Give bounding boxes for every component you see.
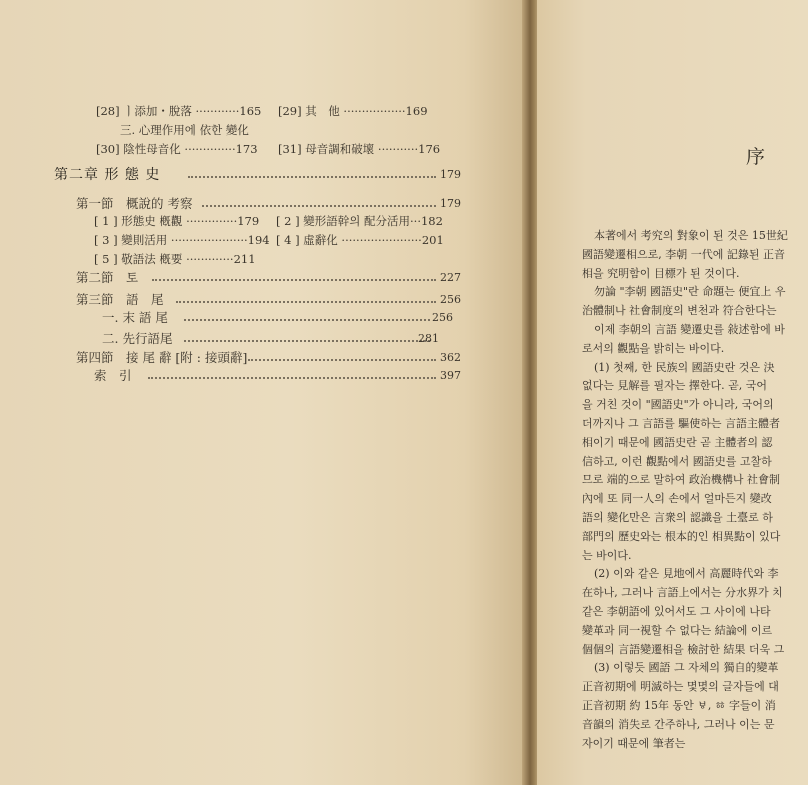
toc-sub-4: [ 4 ] 虛辭化 ······················201 (276, 233, 444, 247)
preface-line: 正音初期 約 15年 동안 ㅸ, ㆅ 字들이 消 (582, 698, 776, 712)
toc-leader (184, 319, 430, 321)
preface-line: 므로 端的으로 말하여 政治機構나 社會制 (582, 473, 780, 487)
toc-page-number: 281 (418, 332, 439, 345)
toc-subsection-final-ending: 一. 末 語 尾 (102, 310, 168, 325)
preface-line: 信하고, 이런 觀點에서 國語史를 고찰하 (582, 454, 772, 468)
toc-entry-29: [29] 其 他 ·················169 (278, 104, 428, 118)
toc-leader (176, 301, 436, 303)
toc-subsection-prefinal-ending: 二. 先行語尾 (102, 331, 173, 346)
preface-line: 內에 또 同一人의 손에서 얼마든지 變改 (582, 492, 772, 506)
toc-page-number: 179 (440, 197, 461, 210)
preface-body (582, 227, 808, 753)
preface-line: 는 바이다. (582, 548, 632, 562)
toc-index: 索 引 (94, 368, 132, 383)
preface-line: 正音初期에 明滅하는 몇몇의 글자들에 대 (582, 680, 779, 694)
preface-line: (3) 이렇듯 國語 그 자체의 獨自的變革 (594, 661, 779, 675)
preface-line: 자이기 때문에 筆者는 (582, 736, 686, 750)
toc-page-number: 362 (440, 351, 461, 364)
preface-line: 勿論 "李朝 國語史"란 命題는 便宜上 우 (594, 285, 786, 299)
preface-line: 部門의 歷史와는 根本的인 相異點이 있다 (582, 529, 781, 543)
toc-entry-31: [31] 母音調和破壞 ···········176 (278, 142, 441, 156)
preface-line: 相이기 때문에 國語史란 곧 主體者의 認 (582, 435, 773, 449)
preface-heading: 序 (746, 146, 766, 168)
preface-line: 個個의 言語變遷相을 檢討한 結果 더욱 그 (582, 642, 785, 656)
preface-line: 本著에서 考究의 對象이 된 것은 15世紀 (594, 229, 788, 242)
toc-sub-3: [ 3 ] 變則活用 ·····················194 (94, 233, 270, 247)
toc-leader (188, 176, 436, 178)
toc-section-2: 第二節 토 (76, 270, 139, 285)
preface-line: 없다는 見解를 필자는 擇한다. 곧, 국어 (582, 379, 767, 393)
toc-page-number: 179 (440, 168, 461, 181)
toc-leader (248, 359, 436, 361)
toc-page-number: 397 (440, 369, 461, 382)
preface-line: 在하나, 그러나 言語上에서는 分水界가 치 (582, 586, 783, 600)
preface-line: 같은 李朝語에 있어서도 그 사이에 나타 (582, 604, 771, 618)
toc-leader (152, 279, 436, 281)
toc-page-number: 256 (440, 293, 461, 306)
toc-leader (184, 340, 430, 342)
preface-line: (1) 첫째, 한 民族의 國語史란 것은 決 (594, 360, 775, 374)
toc-entry-28: [28] ㅣ添加・脫落 ············165 (96, 104, 262, 118)
preface-line: (2) 이와 같은 見地에서 高麗時代와 李 (594, 567, 779, 581)
preface-line: 이제 李朝의 言語 變遷史를 敍述함에 바 (594, 322, 785, 336)
toc-sub-1: [ 1 ] 形態史 槪觀 ··············179 (94, 214, 260, 228)
toc-page-number: 227 (440, 271, 461, 284)
preface-line: 變革과 同一視할 수 없다는 結論에 이르 (582, 623, 773, 637)
preface-line: 語의 變化만은 言衆의 認識을 土臺로 하 (582, 510, 773, 524)
toc-page-number: 256 (432, 311, 453, 324)
preface-line: 音韻의 消失로 간주하나, 그러나 이는 문 (582, 717, 775, 731)
preface-line: 을 거친 것이 "國語史"가 아니라, 국어의 (582, 398, 774, 412)
preface-line: 로서의 觀點을 밝히는 바이다. (582, 341, 725, 355)
preface-line: 國語變遷相으로, 李朝 一代에 記錄된 正音 (582, 247, 785, 261)
toc-leader (202, 205, 436, 207)
toc-section-3: 第三節 語 尾 (76, 292, 164, 307)
toc-leader (148, 377, 436, 379)
toc-sub-5: [ 5 ] 敬語法 槪要 ·············211 (94, 252, 256, 266)
preface-line: 相을 究明함이 目標가 된 것이다. (582, 266, 740, 280)
toc-section-1: 第一節 概說的 考察 (76, 196, 193, 211)
preface-line: 더까지나 그 言語를 驅使하는 言語主體者 (582, 416, 780, 430)
toc-section-three: 三. 心理作用에 依한 變化 (120, 123, 249, 137)
toc-entry-30: [30] 陰性母音化 ··············173 (96, 142, 258, 156)
preface-line: 治體制나 社會制度의 변천과 符合한다는 (582, 304, 777, 318)
toc-section-4: 第四節 接 尾 辭 [附 : 接頭辭] (76, 350, 248, 365)
toc-chapter-title: 第二章 形 態 史 (54, 167, 161, 183)
toc-sub-2: [ 2 ] 變形語幹의 配分活用···182 (276, 214, 443, 228)
